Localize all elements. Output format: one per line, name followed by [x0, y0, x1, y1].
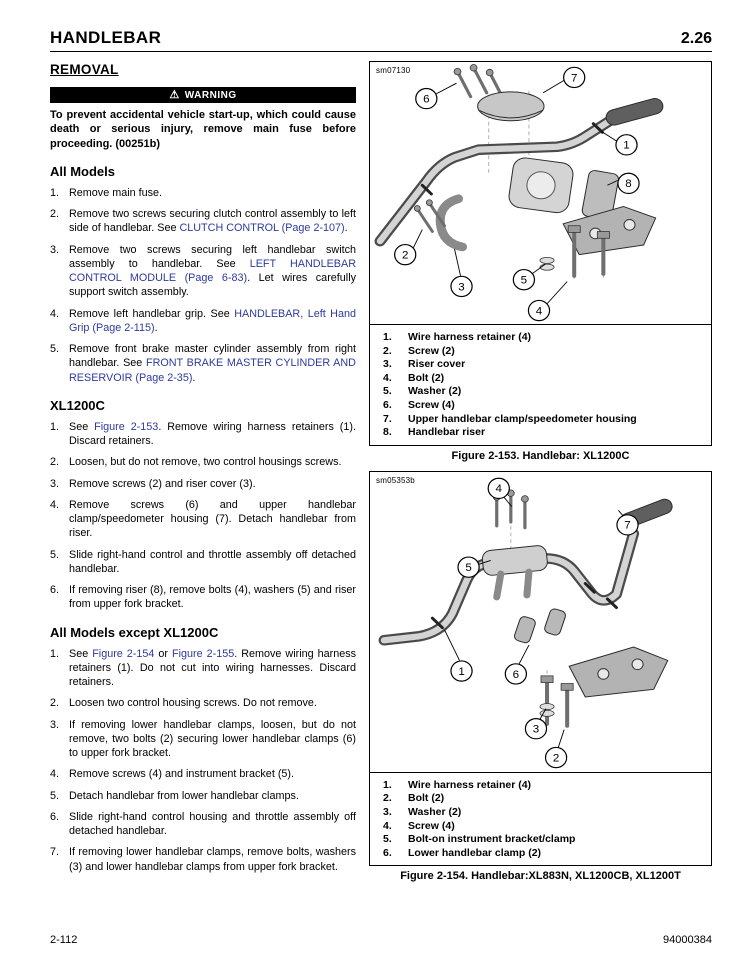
figure-2-153-caption: Figure 2-153. Handlebar: XL1200C [451, 449, 630, 462]
page-section-number: 2.26 [680, 30, 712, 47]
svg-text:3: 3 [458, 281, 465, 294]
warning-box [50, 87, 356, 151]
legend-item [378, 331, 703, 344]
handlebar-exploded-diagram-xl1200c [370, 62, 711, 324]
section-heading: All Models [50, 163, 116, 179]
figure-2-153-legend [370, 325, 711, 445]
step-item [50, 207, 356, 236]
step-item [50, 307, 356, 336]
fig1-callout-3 [451, 276, 472, 296]
procedure-sections [50, 164, 356, 874]
fig2-callout-7 [617, 515, 638, 535]
figure-2-154-image [370, 472, 711, 773]
legend-item-number: 4. [383, 371, 392, 384]
legend-item [378, 358, 703, 371]
legend-item [378, 385, 703, 398]
removal-heading: REMOVAL [50, 62, 119, 77]
legend-item-number: 7. [383, 412, 392, 425]
figure-2-153-box [369, 61, 712, 446]
fig1-callout-2 [395, 245, 416, 265]
legend-item-number: 2. [383, 792, 392, 805]
legend-item-label: Upper handlebar clamp/speedometer housing [408, 412, 637, 425]
step-list [50, 420, 356, 612]
legend-item-label: Washer (2) [408, 385, 462, 398]
fig1-callout-6 [416, 88, 437, 108]
legend-item-number: 1. [383, 778, 392, 791]
legend-item-number: 6. [383, 846, 392, 859]
svg-text:8: 8 [625, 178, 632, 191]
step-number: 1. [50, 647, 60, 660]
svg-text:5: 5 [465, 561, 472, 574]
figure-2-154-legend [370, 773, 711, 866]
warning-label: WARNING [184, 89, 237, 101]
legend-item-number: 2. [383, 344, 392, 357]
legend-item-label: Riser cover [408, 358, 466, 371]
step-text: Loosen two control housing screws. Do not remove. [69, 697, 317, 710]
step-number: 5. [50, 548, 60, 561]
step-item [50, 477, 356, 491]
cross-reference-link[interactable]: LEFT HANDLEBAR CONTROL MODULE (Page 6-83) [69, 257, 356, 285]
legend-item-label: Screw (4) [408, 398, 455, 411]
legend-item [378, 847, 703, 860]
svg-text:4: 4 [495, 483, 502, 495]
figure-callouts [451, 478, 638, 767]
handlebar-exploded-diagram-xl883n [370, 472, 711, 772]
warning-header-bar [50, 87, 356, 103]
step-number: 3. [50, 243, 60, 256]
step-item [50, 548, 356, 577]
step-number: 3. [50, 718, 60, 731]
legend-item-label: Wire harness retainer (4) [408, 778, 532, 791]
fig1-callout-8 [618, 173, 639, 193]
step-item [50, 583, 356, 612]
legend-item-label: Bolt (2) [408, 792, 445, 805]
step-item [50, 186, 356, 200]
legend-item-number: 3. [383, 358, 392, 371]
fig1-callout-4 [528, 300, 549, 320]
step-text: If removing riser (8), remove bolts (4), washers (5) and riser from upper fork bracket. [69, 584, 356, 611]
legend-item [378, 792, 703, 805]
cross-reference-link[interactable]: Figure 2-153 [94, 420, 159, 433]
step-item [50, 420, 356, 449]
figures-column [369, 61, 712, 891]
warning-triangle-icon [169, 90, 179, 101]
legend-item-label: Lower handlebar clamp (2) [408, 846, 542, 859]
svg-text:1: 1 [623, 139, 630, 152]
step-text: Remove screws (6) and upper handlebar clamp/speedometer housing (7). Detach handlebar from riser. [69, 498, 356, 540]
page-title: HANDLEBAR [50, 28, 162, 47]
legend-item-number: 3. [383, 805, 392, 818]
cross-reference-link[interactable]: Figure 2-154 [92, 647, 155, 660]
step-number: 4. [50, 498, 60, 511]
section-heading: XL1200C [50, 397, 105, 413]
step-item [50, 243, 356, 300]
legend-item [378, 426, 703, 439]
figure-id-label: sm07130 [376, 66, 411, 75]
fig2-callout-2 [546, 747, 567, 767]
footer-page-number: 2-112 [50, 934, 78, 946]
step-number: 2. [50, 208, 60, 221]
legend-item-label: Bolt-on instrument bracket/clamp [408, 833, 576, 846]
svg-text:7: 7 [624, 519, 631, 532]
step-text: See Figure 2-154 or Figure 2-155. Remove wiring harness retainers (1). Do not cut into wiring harnesses. Discard retainers. [69, 647, 356, 689]
svg-text:6: 6 [423, 93, 430, 106]
step-text: Remove main fuse. [69, 186, 163, 199]
cross-reference-link[interactable]: FRONT BRAKE MASTER CYLINDER AND RESERVOIR (Page 2-35) [69, 357, 356, 384]
step-text: Remove two screws securing clutch control assembly to left side of handlebar. See CLUTCH CONTROL (Page 2-107). [69, 208, 356, 235]
legend-item [378, 413, 703, 426]
cross-reference-link[interactable]: Figure 2-155 [172, 647, 235, 660]
step-number: 5. [50, 343, 60, 356]
step-number: 4. [50, 768, 60, 781]
section-heading: All Models except XL1200C [50, 624, 219, 640]
legend-item-label: Bolt (2) [408, 371, 445, 384]
cross-reference-link[interactable]: CLUTCH CONTROL (Page 2-107) [179, 222, 345, 235]
step-text: Remove two screws securing left handlebar switch assembly to handlebar. See LEFT HANDLEBAR CONTROL MODULE (Page 6-83). Let wires carefully support switch assembly. [69, 243, 356, 299]
step-text: If removing lower handlebar clamps, loosen, but do not remove, two bolts (2) securing lower handlebar clamps (6) to upper fork bracket. [69, 718, 356, 760]
figure-2-154-caption: Figure 2-154. Handlebar:XL883N, XL1200CB, XL1200T [400, 870, 681, 883]
figure-2-154-box [369, 471, 712, 867]
legend-item-number: 5. [383, 385, 392, 398]
step-text: Detach handlebar from lower handlebar clamps. [69, 789, 299, 802]
svg-text:5: 5 [520, 274, 528, 287]
step-item [50, 718, 356, 761]
step-item [50, 696, 356, 710]
step-item [50, 455, 356, 469]
step-number: 7. [50, 846, 60, 859]
step-number: 6. [50, 810, 60, 823]
step-item [50, 342, 356, 385]
legend-item-number: 4. [383, 819, 392, 832]
step-text: Loosen, but do not remove, two control housings screws. [69, 456, 342, 469]
warning-text: To prevent accidental vehicle start-up, which could cause death or serious injury, remove main fuse before proceeding. (00251b) [50, 109, 356, 150]
step-text: Remove screws (4) and instrument bracket (5). [69, 768, 295, 781]
step-item [50, 767, 356, 781]
svg-text:7: 7 [570, 72, 578, 85]
step-item [50, 845, 356, 874]
legend-item [378, 345, 703, 358]
legend-item-label: Handlebar riser [408, 426, 486, 439]
legend-item-number: 1. [383, 331, 392, 343]
step-item [50, 789, 356, 803]
step-text: Remove front brake master cylinder assembly from right handlebar. See FRONT BRAKE MASTER CYLINDER AND RESERVOIR (Page 2-35). [69, 343, 356, 384]
svg-text:2: 2 [401, 249, 409, 262]
legend-item-label: Screw (2) [408, 344, 455, 357]
figure-2-153-image [370, 62, 711, 325]
legend-item [378, 399, 703, 412]
step-text: Slide right-hand control and throttle assembly off detached handlebar. [69, 548, 356, 575]
legend-item-number: 5. [383, 833, 392, 846]
step-list [50, 647, 356, 874]
step-text: See Figure 2-153. Remove wiring harness retainers (1). Discard retainers. [69, 420, 357, 448]
cross-reference-link[interactable]: HANDLEBAR, Left Hand Grip (Page 2-115) [69, 307, 356, 334]
legend-item-number: 8. [383, 426, 392, 439]
step-item [50, 810, 356, 839]
legend-item [378, 806, 703, 819]
step-number: 2. [50, 456, 60, 469]
step-item [50, 498, 356, 541]
legend-item-number: 6. [383, 398, 392, 411]
step-list [50, 186, 356, 385]
svg-text:2: 2 [552, 752, 560, 765]
svg-text:4: 4 [535, 305, 543, 318]
legend-item-label: Washer (2) [408, 805, 462, 818]
step-text: Slide right-hand control housing and throttle assembly off detached handlebar. [69, 810, 356, 838]
step-number: 3. [50, 477, 60, 490]
fig2-callout-5 [458, 557, 479, 577]
svg-text:6: 6 [512, 668, 520, 681]
legend-item [378, 820, 703, 833]
svg-text:3: 3 [532, 723, 540, 736]
footer-document-number: 94000384 [663, 934, 712, 946]
step-number: 1. [50, 186, 60, 199]
legend-item-label: Screw (4) [408, 819, 455, 832]
step-item [50, 647, 356, 690]
fig2-callout-3 [525, 718, 546, 738]
page-header [50, 28, 712, 48]
fig2-callout-1 [451, 661, 472, 681]
fig1-callout-1 [616, 135, 637, 155]
step-text: If removing lower handlebar clamps, remove bolts, washers (3) and lower handlebar clamps from upper fork bracket. [69, 846, 356, 873]
procedure-column [50, 61, 356, 881]
step-number: 6. [50, 584, 60, 597]
content-columns [50, 61, 712, 891]
page-footer [50, 934, 712, 946]
legend-item [378, 779, 703, 792]
step-text: Remove screws (2) and riser cover (3). [69, 477, 256, 490]
legend-item-label: Wire harness retainer (4) [408, 331, 532, 343]
header-rule [50, 51, 712, 52]
figure-id-label: sm05353b [376, 475, 415, 485]
fig1-callout-5 [513, 270, 534, 290]
step-text: Remove left handlebar grip. See HANDLEBAR, Left Hand Grip (Page 2-115). [69, 307, 356, 334]
fig2-callout-6 [505, 664, 526, 684]
step-number: 4. [50, 307, 60, 320]
step-number: 1. [50, 420, 60, 433]
fig2-callout-4 [488, 478, 509, 498]
step-number: 5. [50, 789, 60, 802]
legend-item [378, 372, 703, 385]
step-number: 2. [50, 697, 60, 710]
svg-text:1: 1 [458, 665, 465, 678]
fig1-callout-7 [564, 67, 585, 87]
legend-item [378, 833, 703, 846]
